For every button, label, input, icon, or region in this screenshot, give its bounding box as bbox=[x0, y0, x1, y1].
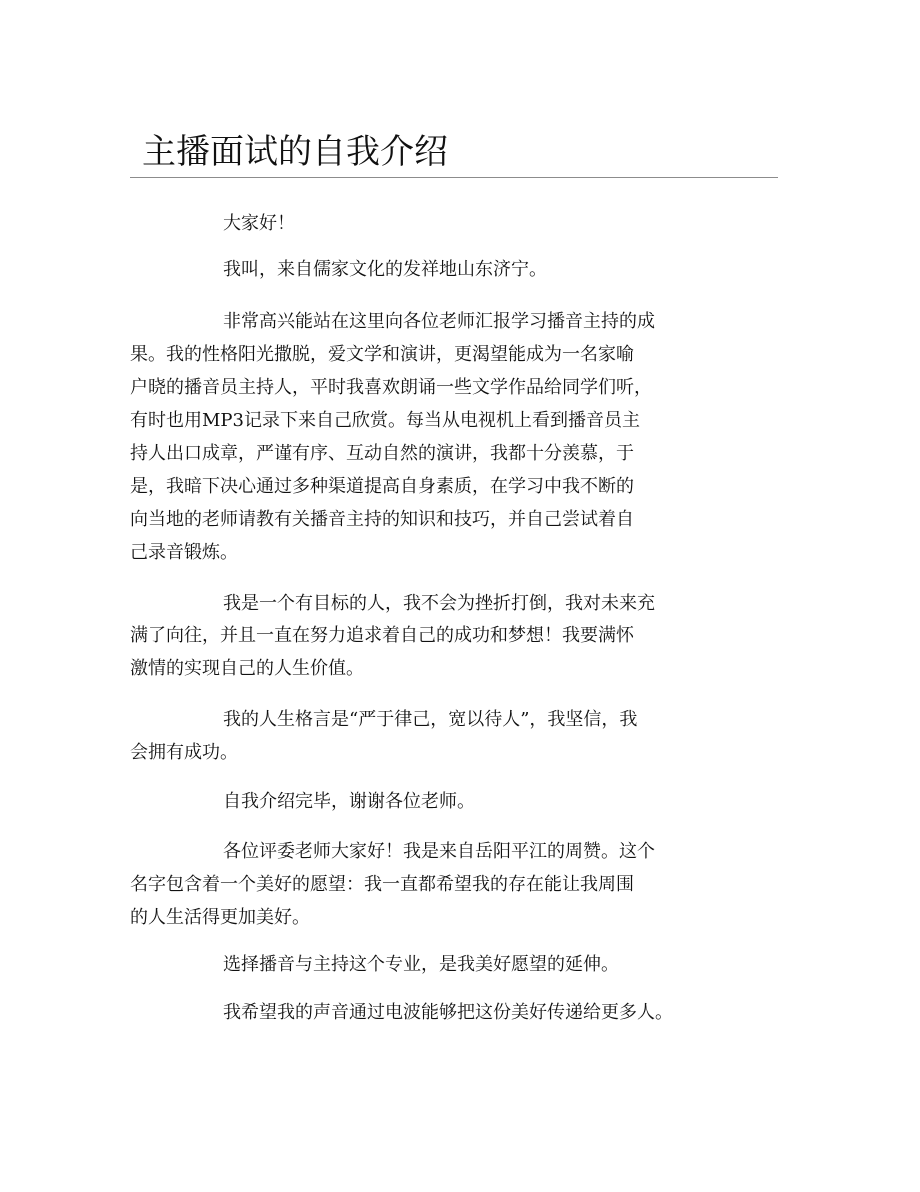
paragraph-line: 的人生活得更加美好。 bbox=[130, 907, 310, 928]
paragraph-line: 己录音锻炼。 bbox=[130, 542, 238, 563]
paragraph-line: 户晓的播音员主持人，平时我喜欢朗诵一些文学作品给同学们听， bbox=[130, 377, 652, 398]
page-title: 主播面试的自我介绍 bbox=[142, 132, 448, 172]
paragraph-line: 名字包含着一个美好的愿望：我一直都希望我的存在能让我周围 bbox=[130, 874, 634, 895]
paragraph-line: 满了向往，并且一直在努力追求着自己的成功和梦想！我要满怀 bbox=[130, 625, 634, 646]
paragraph-line: 我叫，来自儒家文化的发祥地山东济宁。 bbox=[223, 259, 547, 280]
paragraph-line: 激情的实现自己的人生价值。 bbox=[130, 658, 364, 679]
paragraph-line: 向当地的老师请教有关播音主持的知识和技巧，并自己尝试着自 bbox=[130, 509, 634, 530]
paragraph-line: 持人出口成章，严谨有序、互动自然的演讲，我都十分羡慕，于 bbox=[130, 443, 634, 464]
title-divider bbox=[130, 177, 778, 178]
paragraph-line: 我是一个有目标的人，我不会为挫折打倒，我对未来充 bbox=[223, 593, 655, 614]
paragraph-line: 我的人生格言是“严于律己，宽以待人”，我坚信，我 bbox=[223, 709, 638, 730]
paragraph-line: 是，我暗下决心通过多种渠道提高自身素质，在学习中我不断的 bbox=[130, 476, 634, 497]
paragraph-line: 各位评委老师大家好！我是来自岳阳平江的周赞。这个 bbox=[223, 841, 655, 862]
paragraph-line: 选择播音与主持这个专业，是我美好愿望的延伸。 bbox=[223, 954, 619, 975]
paragraph-line: 非常高兴能站在这里向各位老师汇报学习播音主持的成 bbox=[223, 311, 655, 332]
paragraph-line: 自我介绍完毕，谢谢各位老师。 bbox=[223, 791, 475, 812]
paragraph-line: 果。我的性格阳光撒脱，爱文学和演讲，更渴望能成为一名家喻 bbox=[130, 344, 634, 365]
paragraph-line: 有时也用MP3记录下来自己欣赏。每当从电视机上看到播音员主 bbox=[130, 410, 640, 431]
paragraph-line: 会拥有成功。 bbox=[130, 742, 238, 763]
paragraph-line: 我希望我的声音通过电波能够把这份美好传递给更多人。 bbox=[223, 1002, 673, 1023]
paragraph-line: 大家好！ bbox=[223, 213, 295, 234]
